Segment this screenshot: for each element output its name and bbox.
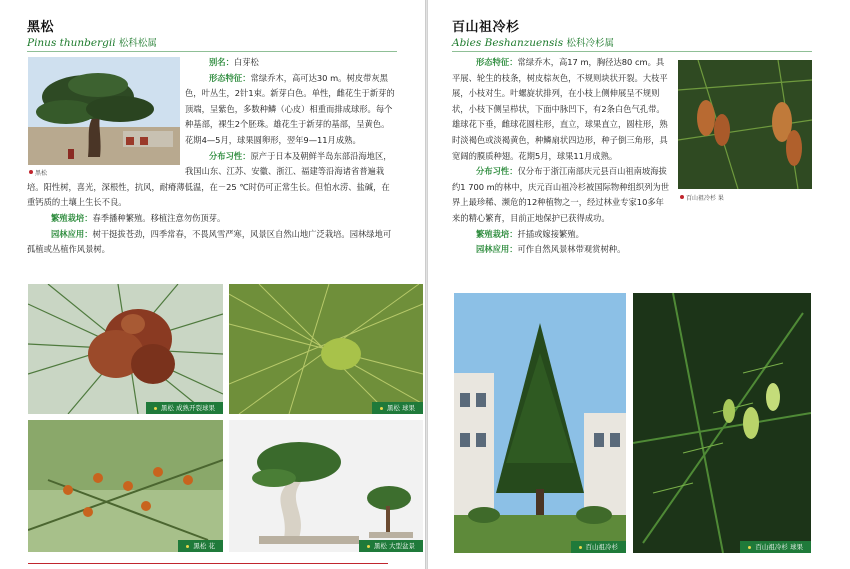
paragraph-propagation: 繁殖栽培：扦插或嫁接繁殖。: [476, 228, 584, 239]
photo-green-cone: [229, 284, 423, 414]
paragraph-alias: 别名：白芽松: [209, 57, 259, 67]
family-genus: 松科松属: [118, 38, 157, 49]
paragraph-distribution: 分布习性：原产于日本及朝鲜半岛东部沿海地区，我国山东、江苏、安徽、浙江、福建等沿海诸省普遍栽培。阳性树，喜光，深根性，抗风，耐瘠薄低温，在－25 ℃时仍可正常生长。但怕水涝、盐碱，在重钙质的土壤上生长不良。: [27, 150, 392, 208]
paragraph-morphology: 形态特征：常绿乔木，高17 m，胸径达80 cm。具平展、轮生的枝条，树皮棕灰色，不规则块状开裂。大枝平展，小枝对生。叶螺旋状排列，在小枝上侧伸展呈不规则状，小枝下侧呈栉状，下面中脉凹下，有2条白色气孔带。雄球花下垂，雌球花圆柱形，直立，球果直立，圆柱形，熟时淡褐色或淡褐黄色，种鳞扇状四边形，种子倒三角形，具宽阔的膜质种翅。花期5月，球果11月成熟。: [452, 57, 668, 161]
photo-caption: 百山祖冷杉 球果: [740, 541, 811, 553]
photo-float-spacer: [672, 55, 812, 203]
species-title: 百山祖冷杉: [452, 20, 520, 35]
latin-name: Abies Beshanzuensis: [452, 37, 564, 49]
scientific-name: [27, 35, 157, 49]
species-title: 黑松: [27, 20, 55, 35]
photo-caption: 百山祖冷杉: [571, 541, 627, 553]
description-text: [27, 55, 397, 258]
main-photo-caption: 黑松: [35, 170, 48, 177]
paragraph-distribution: 分布习性：仅分布于浙江南部庆元县百山祖南坡海拔约1 700 m的林中，庆元百山祖冷杉被国际物种组织列为世界上最珍稀、濒危的12种植物之一，经过林业专家10多年来的精心繁育，目前正地保护已获得成功。: [452, 166, 670, 223]
photo-open-cones: [28, 284, 223, 414]
paragraph-propagation: 繁殖栽培：春季播种繁殖。移植注意勿伤顶芽。: [51, 212, 226, 223]
photo-flowers: [28, 420, 223, 552]
photo-caption: 黑松 成熟开裂球果: [146, 402, 223, 414]
scientific-name: [452, 35, 614, 49]
description-text: [452, 55, 812, 258]
latin-name: Pinus thunbergii: [27, 37, 116, 49]
photo-branch-cones: [633, 293, 811, 553]
paragraph-landscape-use: 园林应用：可作自然风景林带观赏树种。: [476, 244, 626, 255]
paragraph-morphology: 形态特征：常绿乔木，高可达30 m。树皮带灰黑色，叶丛生，2针1束。新芽白色。单性，雌花生于新芽的顶端，呈紫色，多数种鳞（心皮）相重而排成球形。每个种基部，裸生2个胚珠。雄花生于新芽的基部，呈黄色。花期4—5月，球果圆卵形，翌年9—11月成熟。: [185, 72, 395, 145]
photo-caption: 黑松 大型盆景: [359, 540, 423, 552]
photo-float-spacer: [27, 55, 185, 173]
photo-caption: 黑松 球果: [372, 402, 423, 414]
family-genus: 松科冷杉属: [566, 38, 614, 49]
right-page: [428, 0, 850, 569]
photo-caption: 黑松 花: [178, 540, 223, 552]
paragraph-landscape-use: 园林应用：树干挺拔苍劲，四季常春，不畏风雪严寒，风景区自然山地广泛栽培。园林绿地可孤植或丛植作风景树。: [27, 228, 392, 255]
photo-bonsai: [229, 420, 423, 552]
header-divider: [452, 51, 812, 52]
main-photo-caption: 百山祖冷杉 果: [686, 195, 724, 202]
photo-whole-tree: [454, 293, 626, 553]
page-footer-rule: [28, 563, 388, 564]
header-divider: [27, 51, 397, 52]
